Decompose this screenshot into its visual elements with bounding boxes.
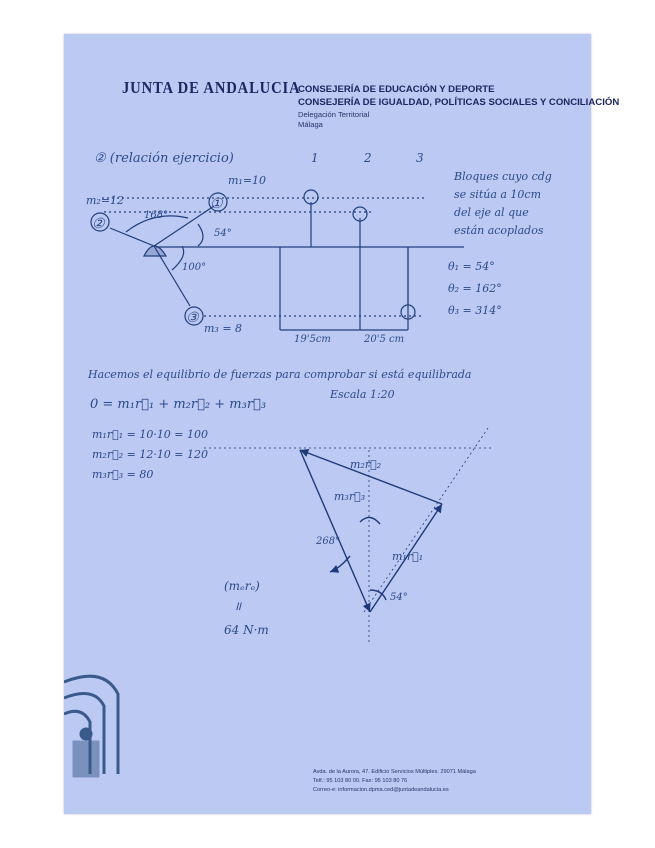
result-value: 64 N·m <box>224 623 269 637</box>
theta-2: θ₂ = 162° <box>448 282 502 295</box>
department-1: CONSEJERÍA DE EDUCACIÓN Y DEPORTE <box>298 84 495 95</box>
rotation-arrow <box>330 556 350 572</box>
footer-email: Correo-e: informacion.dpma.ced@juntadeandalucia.es <box>313 787 449 793</box>
angle-arc-268 <box>360 517 380 524</box>
result-equals: ॥ <box>234 599 242 613</box>
angle-label-54: 54° <box>214 228 232 239</box>
heading-note: ② (relación ejercicio) <box>94 151 234 166</box>
product-1: m₁r⃗₁ = 10·10 = 100 <box>92 428 209 441</box>
vector-label-m2r2: m₂r⃗₂ <box>350 458 382 471</box>
organization-name: JUNTA DE ANDALUCIA <box>122 78 301 97</box>
footer-address: Avda. de la Aurora, 47. Edificio Servicios Múltiples. 29071 Málaga <box>313 769 476 775</box>
handwriting-layer <box>64 34 591 814</box>
column-label-1: 1 <box>311 151 319 165</box>
equilibrium-line: Hacemos el equilibrio de fuerzas para comprobar si está equilibrada <box>88 368 472 381</box>
product-2: m₂r⃗₂ = 12·10 = 120 <box>92 448 209 461</box>
angle-label-100: 100° <box>182 262 207 273</box>
axis-diagonal <box>364 428 488 612</box>
city: Málaga <box>298 120 323 129</box>
arm-2 <box>110 228 154 246</box>
column-mass-1 <box>304 190 318 204</box>
equation: 0 = m₁r⃗₁ + m₂r⃗₂ + m₃r⃗₃ <box>90 397 267 412</box>
mass-label-3: m₃ = 8 <box>204 322 243 335</box>
footer-phones: Telf.: 95 103 80 00. Fax: 95 103 80 76 <box>313 778 408 784</box>
circle-label-1: ① <box>210 196 223 212</box>
side-note-line-4: están acoplados <box>454 224 544 237</box>
angle-label-54-bottom: 54° <box>390 592 408 603</box>
circle-label-3: ③ <box>186 310 199 326</box>
angle-label-168: 168° <box>144 210 169 221</box>
side-note-line-2: se sitúa a 10cm <box>454 188 542 201</box>
mass-label-2: m₂=12 <box>86 194 125 207</box>
distance-label-2: 20'5 cm <box>364 334 405 345</box>
vector-polygon <box>204 428 494 644</box>
vector-label-m3r3: m₃r⃗₃ <box>334 490 366 503</box>
logo-figure-body <box>74 742 98 776</box>
junta-logo <box>64 676 118 776</box>
delegation: Delegación Territorial <box>298 110 370 119</box>
side-note-line-3: del eje al que <box>454 206 529 219</box>
distance-label-1: 19'5cm <box>294 334 331 345</box>
scale-label: Escala 1:20 <box>330 388 395 401</box>
angle-label-268: 268° <box>316 536 341 547</box>
mass-label-1: m₁=10 <box>228 174 267 187</box>
side-note-line-1: Bloques cuyo cdg <box>454 170 552 183</box>
column-label-3: 3 <box>416 151 424 165</box>
arm-3 <box>154 246 190 306</box>
handwritten-text <box>86 151 552 637</box>
vector-m3r3 <box>300 450 370 612</box>
product-3: m₃r⃗₃ = 80 <box>92 468 154 481</box>
department-2: CONSEJERÍA DE IGUALDAD, POLÍTICAS SOCIALES Y CONCILIACIÓN <box>298 97 620 108</box>
theta-3: θ₃ = 314° <box>448 304 502 317</box>
vector-label-m1r1: m₁r⃗₁ <box>392 550 424 563</box>
logo-figure-head <box>81 729 91 739</box>
result-term: (mₑrₑ) <box>224 579 260 593</box>
column-label-2: 2 <box>364 151 372 165</box>
circle-label-2: ② <box>92 216 105 232</box>
theta-1: θ₁ = 54° <box>448 260 495 273</box>
angle-arc-54 <box>198 224 203 246</box>
document-page <box>64 34 620 814</box>
